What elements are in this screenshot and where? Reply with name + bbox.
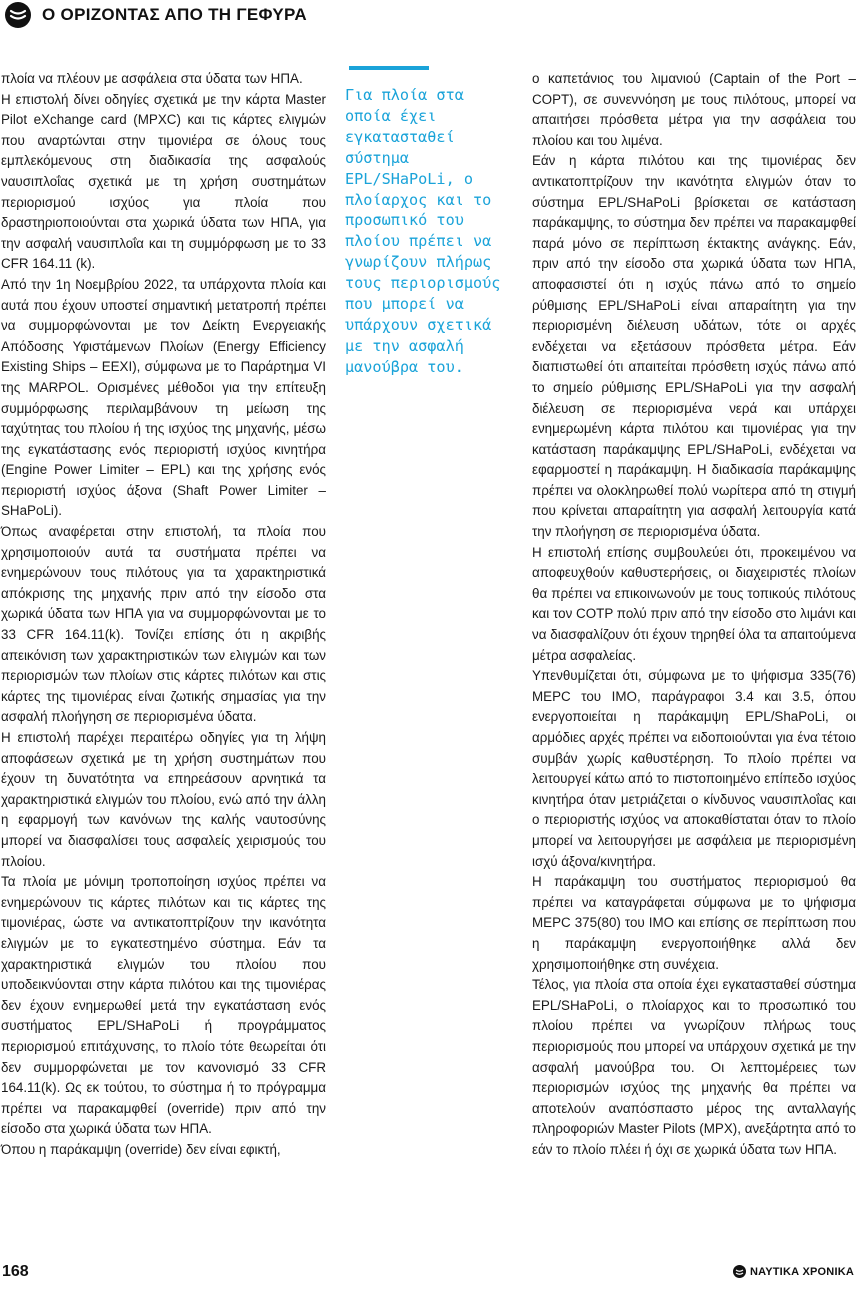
paragraph: Η επιστολή επίσης συμβουλεύει ότι, προκειμένου να αποφευχθούν καθυστερήσεις, οι διαχειριστές πλοίων θα πρέπει να επικοινωνούν με τους τοπικούς πιλότους και τον COTP πολύ πριν από την είσοδο στο λιμάνι και να διασφαλίζουν ότι έχουν τηρηθεί όλα τα απαιτούμενα μέτρα ασφαλείας. [532,544,856,663]
paragraph: Τα πλοία με μόνιμη τροποποίηση ισχύος πρέπει να ενημερώνουν τις κάρτες πιλότων και τις κάρτες της τιμονιέρας, ώστε να αντικατοπτρίζουν την ικανότητα ελιγμών με το εγκατεστημένο σύστημα. Εάν τα χαρακτηριστικά ελιγμών του πλοίου που υποδεικνύονται στην κάρτα πιλότου και της τιμονιέρας δεν έχουν ενημερωθεί μετά την εγκατάσταση ενός συστήματος EPL/SHaPoLi ή προγράμματος περιορισμού επιτάχυνσης, το πλοίο τότε θεωρείται ότι δεν συμμορφώνεται με τον κανονισμό 33 CFR 164.11(k). Ως εκ τούτου, το σύστημα ή το πρόγραμμα πρέπει να παρακαμφθεί (override) πριν από την είσοδο στα χωρικά ύδατα των ΗΠΑ. [1,874,326,1137]
magazine-logo-icon [5,2,31,28]
paragraph: Όπου η παράκαμψη (override) δεν είναι εφικτή, [1,1141,281,1157]
paragraph: Η επιστολή παρέχει περαιτέρω οδηγίες για τη λήψη αποφάσεων σχετικά με τη χρήση συστημάτων που έχουν τη δυνατότητα να επηρεάσουν αρνητικά τα χαρακτηριστικά ελιγμών του πλοίου, ενώ από την άλλη η εφαρμογή των κανόνων της καλής ναυτοσύνης μπορεί να διασφαλίσει τους ασφαλείς χειρισμούς του πλοίου. [1,730,326,869]
paragraph: Η παράκαμψη του συστήματος περιορισμού θα πρέπει να καταγράφεται σύμφωνα με το ψήφισμα MEPC 375(80) του IMO και επίσης σε περίπτωση που η παράκαμψη ενεργοποιήθηκε αλλά δεν χρησιμοποιήθηκε στη συνέχεια. [532,874,856,972]
paragraph: Όπως αναφέρεται στην επιστολή, τα πλοία που χρησιμοποιούν αυτά τα συστήματα πρέπει να ενημερώνουν τους πιλότους για τα χαρακτηριστικά απόκρισης της μηχανής πριν από την είσοδο στα χωρικά ύδατα των ΗΠΑ για να συμμορφώνονται με το 33 CFR 164.11(k). Τονίζει επίσης ότι η ακριβής απεικόνιση των χαρακτηριστικών των ελιγμών και των περιορισμών των πλοίων στις κάρτες πιλότων και στις κάρτες της τιμονιέρας είναι ζωτικής σημασίας για την ασφαλή πλοήγηση σε περιορισμένα ύδατα. [1,524,326,725]
pullquote [345,66,510,378]
publication-logo-icon [733,1265,746,1278]
pullquote-accent-bar [349,66,429,70]
section-title: Ο ΟΡΙΖΟΝΤΑΣ ΑΠΟ ΤΗ ΓΕΦΥΡΑ [42,5,307,24]
pullquote-text: Για πλοία στα οποία έχει εγκατασταθεί σύστημα EPL/SHaPoLi, ο πλοίαρχος και το προσωπικό του πλοίου πρέπει να γνωρίζουν πλήρως τους περιορισμούς που μπορεί να υπάρχουν σχετικά με την ασφαλή μανούβρα του. [345,86,501,376]
paragraph: Υπενθυμίζεται ότι, σύμφωνα με το ψήφισμα 335(76) MEPC του IMO, παράγραφοι 3.4 και 3.5, όπου ενεργοποιείται η παράκαμψη EPL/ShaPoLi, οι αρμόδιες αρχές πρέπει να ειδοποιούνται για ένα τέτοιο συμβάν χωρίς καθυστέρηση. Το πλοίο πρέπει να λειτουργεί κάτω από το πιστοποιημένο επίπεδο ισχύος κινητήρα όταν μετριάζεται ο κίνδυνος ναυσιπλοΐας και ο περιοριστής ισχύος να αποκαθίσταται όταν το πλοίο μπορεί να λειτουργήσει με ασφάλεια με περιορισμένη ισχύ άξονα/κινητήρα. [532,668,856,869]
article-column-right [532,69,856,1160]
footer-brand [733,1265,854,1278]
paragraph: ο καπετάνιος του λιμανιού (Captain of the Port – COPT), σε συνεννόηση με τους πιλότους, μπορεί να απαιτήσει πρόσθετα μέτρα για την ασφάλεια του πλοίου και του λιμένα. [532,71,856,148]
paragraph: Η επιστολή δίνει οδηγίες σχετικά με την κάρτα Master Pilot eXchange card (MPXC) και τις κάρτες ελιγμών που αναρτώνται στην τιμονιέρα σε όλους τους εμπλεκόμενους στη διαδικασία της ασφαλούς ναυσιπλοΐας σχετικά με τη χρήση συστημάτων περιορισμού ισχύος για πλοία που δραστηριοποιούνται στα χωρικά ύδατα των ΗΠΑ, για την ασφαλή ναυσιπλοΐα και τη συμμόρφωση με το 33 CFR 164.11 (k). [1,91,326,272]
article-column-left [1,69,326,1160]
page-header [0,0,857,30]
paragraph: πλοία να πλέουν με ασφάλεια στα ύδατα των ΗΠΑ. [1,71,303,86]
paragraph: Από την 1η Νοεμβρίου 2022, τα υπάρχοντα πλοία και αυτά που έχουν υποστεί σημαντική μετατροπή πρέπει να συμμορφώνονται με τον Δείκτη Ενεργειακής Απόδοσης Υφιστάμενων Πλοίων (Energy Efficiency Existing Ships – EEXI), σύμφωνα με το Παράρτημα VI της MARPOL. Ορισμένες μέθοδοι για την επίτευξη συμμόρφωσης περιλαμβάνουν τη μείωση της ταχύτητας του πλοίου ή της ισχύος της μηχανής, μέσω της εγκατάστασης ενός περιοριστή ισχύος κινητήρα (Engine Power Limiter – EPL) και της χρήσης ενός περιοριστή ισχύος άξονα (Shaft Power Limiter – SHaPoLi). [1,276,326,519]
paragraph: Τέλος, για πλοία στα οποία έχει εγκατασταθεί σύστημα EPL/SHaPoLi, ο πλοίαρχος και το προσωπικό του πλοίου πρέπει να γνωρίζουν πλήρως τους περιορισμούς που μπορεί να υπάρχουν σχετικά με την ασφαλή μανούβρα του. Οι λεπτομέρειες των περιορισμών ισχύος της μηχανής θα πρέπει να αποτελούν αναπόσπαστο μέρος της ανταλλαγής πληροφοριών Master Pilots (MPX), ανεξάρτητα από το εάν το πλοίο πλέει ή όχι σε χωρικά ύδατα των ΗΠΑ. [532,977,856,1157]
page-number: 168 [2,1263,29,1280]
paragraph: Εάν η κάρτα πιλότου και της τιμονιέρας δεν αντικατοπτρίζουν την ικανότητα ελιγμών όταν το σύστημα EPL/SHaPoLi βρίσκεται σε κατάσταση παράκαμψης, το σύστημα δεν πρέπει να παρακαμφθεί παρά μόνο σε περίπτωση έκτακτης ανάγκης. Εάν, πριν από την είσοδο στα χωρικά ύδατα των ΗΠΑ, αποφασιστεί ότι η ισχύς πάνω από το σημείο ρύθμισης EPL/SHaPoLi είναι απαραίτητη για την περιορισμένη διέλευση υδάτων, τότε οι αρχές ενδέχεται να εξετάσουν πρόσθετα μέτρα. Εάν διαπιστωθεί ότι απαιτείται πρόσθετη ισχύς πάνω από το σημείο ρύθμισης EPL/SHaPoLi για την ασφαλή διέλευση σε περιορισμένα νερά και υπάρχει ενημερωμένη κάρτα πιλότου και τιμονιέρας για την κατάσταση παράκαμψης EPL/SHaPoLi, ενδέχεται να εφαρμοστεί η παράκαμψη. Η διαδικασία παράκαμψης πρέπει να ολοκληρωθεί πολύ νωρίτερα από τη στιγμή που κρίνεται απαραίτητη για ασφαλή λειτουργία κατά την πλοήγηση σε περιορισμένα ύδατα. [532,153,856,540]
publication-name: ΝΑΥΤΙΚΑ ΧΡΟΝΙΚΑ [749,1265,854,1278]
